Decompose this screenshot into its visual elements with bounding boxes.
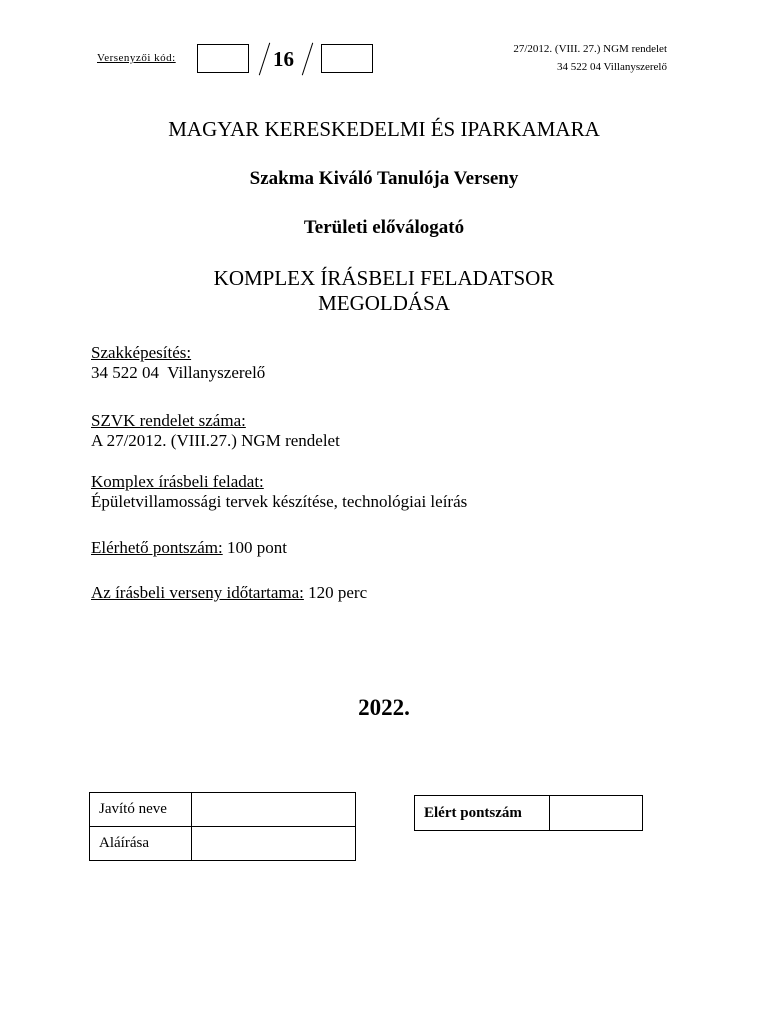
- table-row: [415, 796, 643, 831]
- task-value: Épületvillamossági tervek készítése, technológiai leírás: [91, 492, 468, 511]
- header-decree-line: 27/2012. (VIII. 27.) NGM rendelet: [513, 43, 667, 55]
- document-subtitle: [0, 266, 768, 316]
- decree-block: [91, 411, 340, 451]
- subtitle-line-2: MEGOLDÁSA: [318, 291, 450, 315]
- table-row: [90, 827, 356, 861]
- code-separator-left: [259, 43, 270, 76]
- task-label: Komplex írásbeli feladat:: [91, 472, 264, 491]
- grader-name-label: Javító neve: [90, 793, 192, 827]
- qualification-value: 34 522 04 Villanyszerelő: [91, 363, 266, 382]
- header-qualification-line: 34 522 04 Villanyszerelő: [556, 61, 667, 73]
- year: 2022.: [358, 695, 410, 720]
- decree-label: SZVK rendelet száma:: [91, 411, 246, 430]
- contestant-code-number: 16: [273, 47, 294, 71]
- competition-title: Szakma Kiváló Tanulója Verseny: [249, 168, 519, 189]
- decree-value: A 27/2012. (VIII.27.) NGM rendelet: [91, 431, 340, 450]
- duration-label: Az írásbeli verseny időtartama:: [91, 583, 304, 602]
- score-table: [414, 795, 643, 831]
- grader-signature-field[interactable]: [192, 827, 356, 861]
- table-row: [90, 793, 356, 827]
- subtitle-line-1: KOMPLEX ÍRÁSBELI FELADATSOR: [213, 266, 555, 290]
- organization-title: MAGYAR KERESKEDELMI ÉS IPARKAMARA: [168, 117, 600, 141]
- grader-signature-label: Aláírása: [90, 827, 192, 861]
- score-field[interactable]: [550, 796, 643, 831]
- qualification-label: Szakképesítés:: [91, 343, 192, 362]
- header-reference: [513, 40, 667, 76]
- duration-value: 120 perc: [303, 583, 368, 602]
- grader-table: [89, 792, 356, 861]
- contestant-code-box-left[interactable]: [197, 44, 249, 73]
- stage-title: Területi előválogató: [303, 217, 465, 238]
- grader-name-field[interactable]: [192, 793, 356, 827]
- points-block: [91, 538, 287, 558]
- task-block: [91, 472, 467, 512]
- duration-block: [91, 583, 367, 603]
- qualification-block: [91, 343, 265, 383]
- contestant-code-label: Versenyzői kód:: [97, 52, 176, 64]
- points-label: Elérhető pontszám:: [91, 538, 223, 557]
- contestant-code-box-right[interactable]: [321, 44, 373, 73]
- points-value: 100 pont: [222, 538, 287, 557]
- score-label: Elért pontszám: [415, 796, 550, 831]
- code-separator-right: [302, 43, 313, 76]
